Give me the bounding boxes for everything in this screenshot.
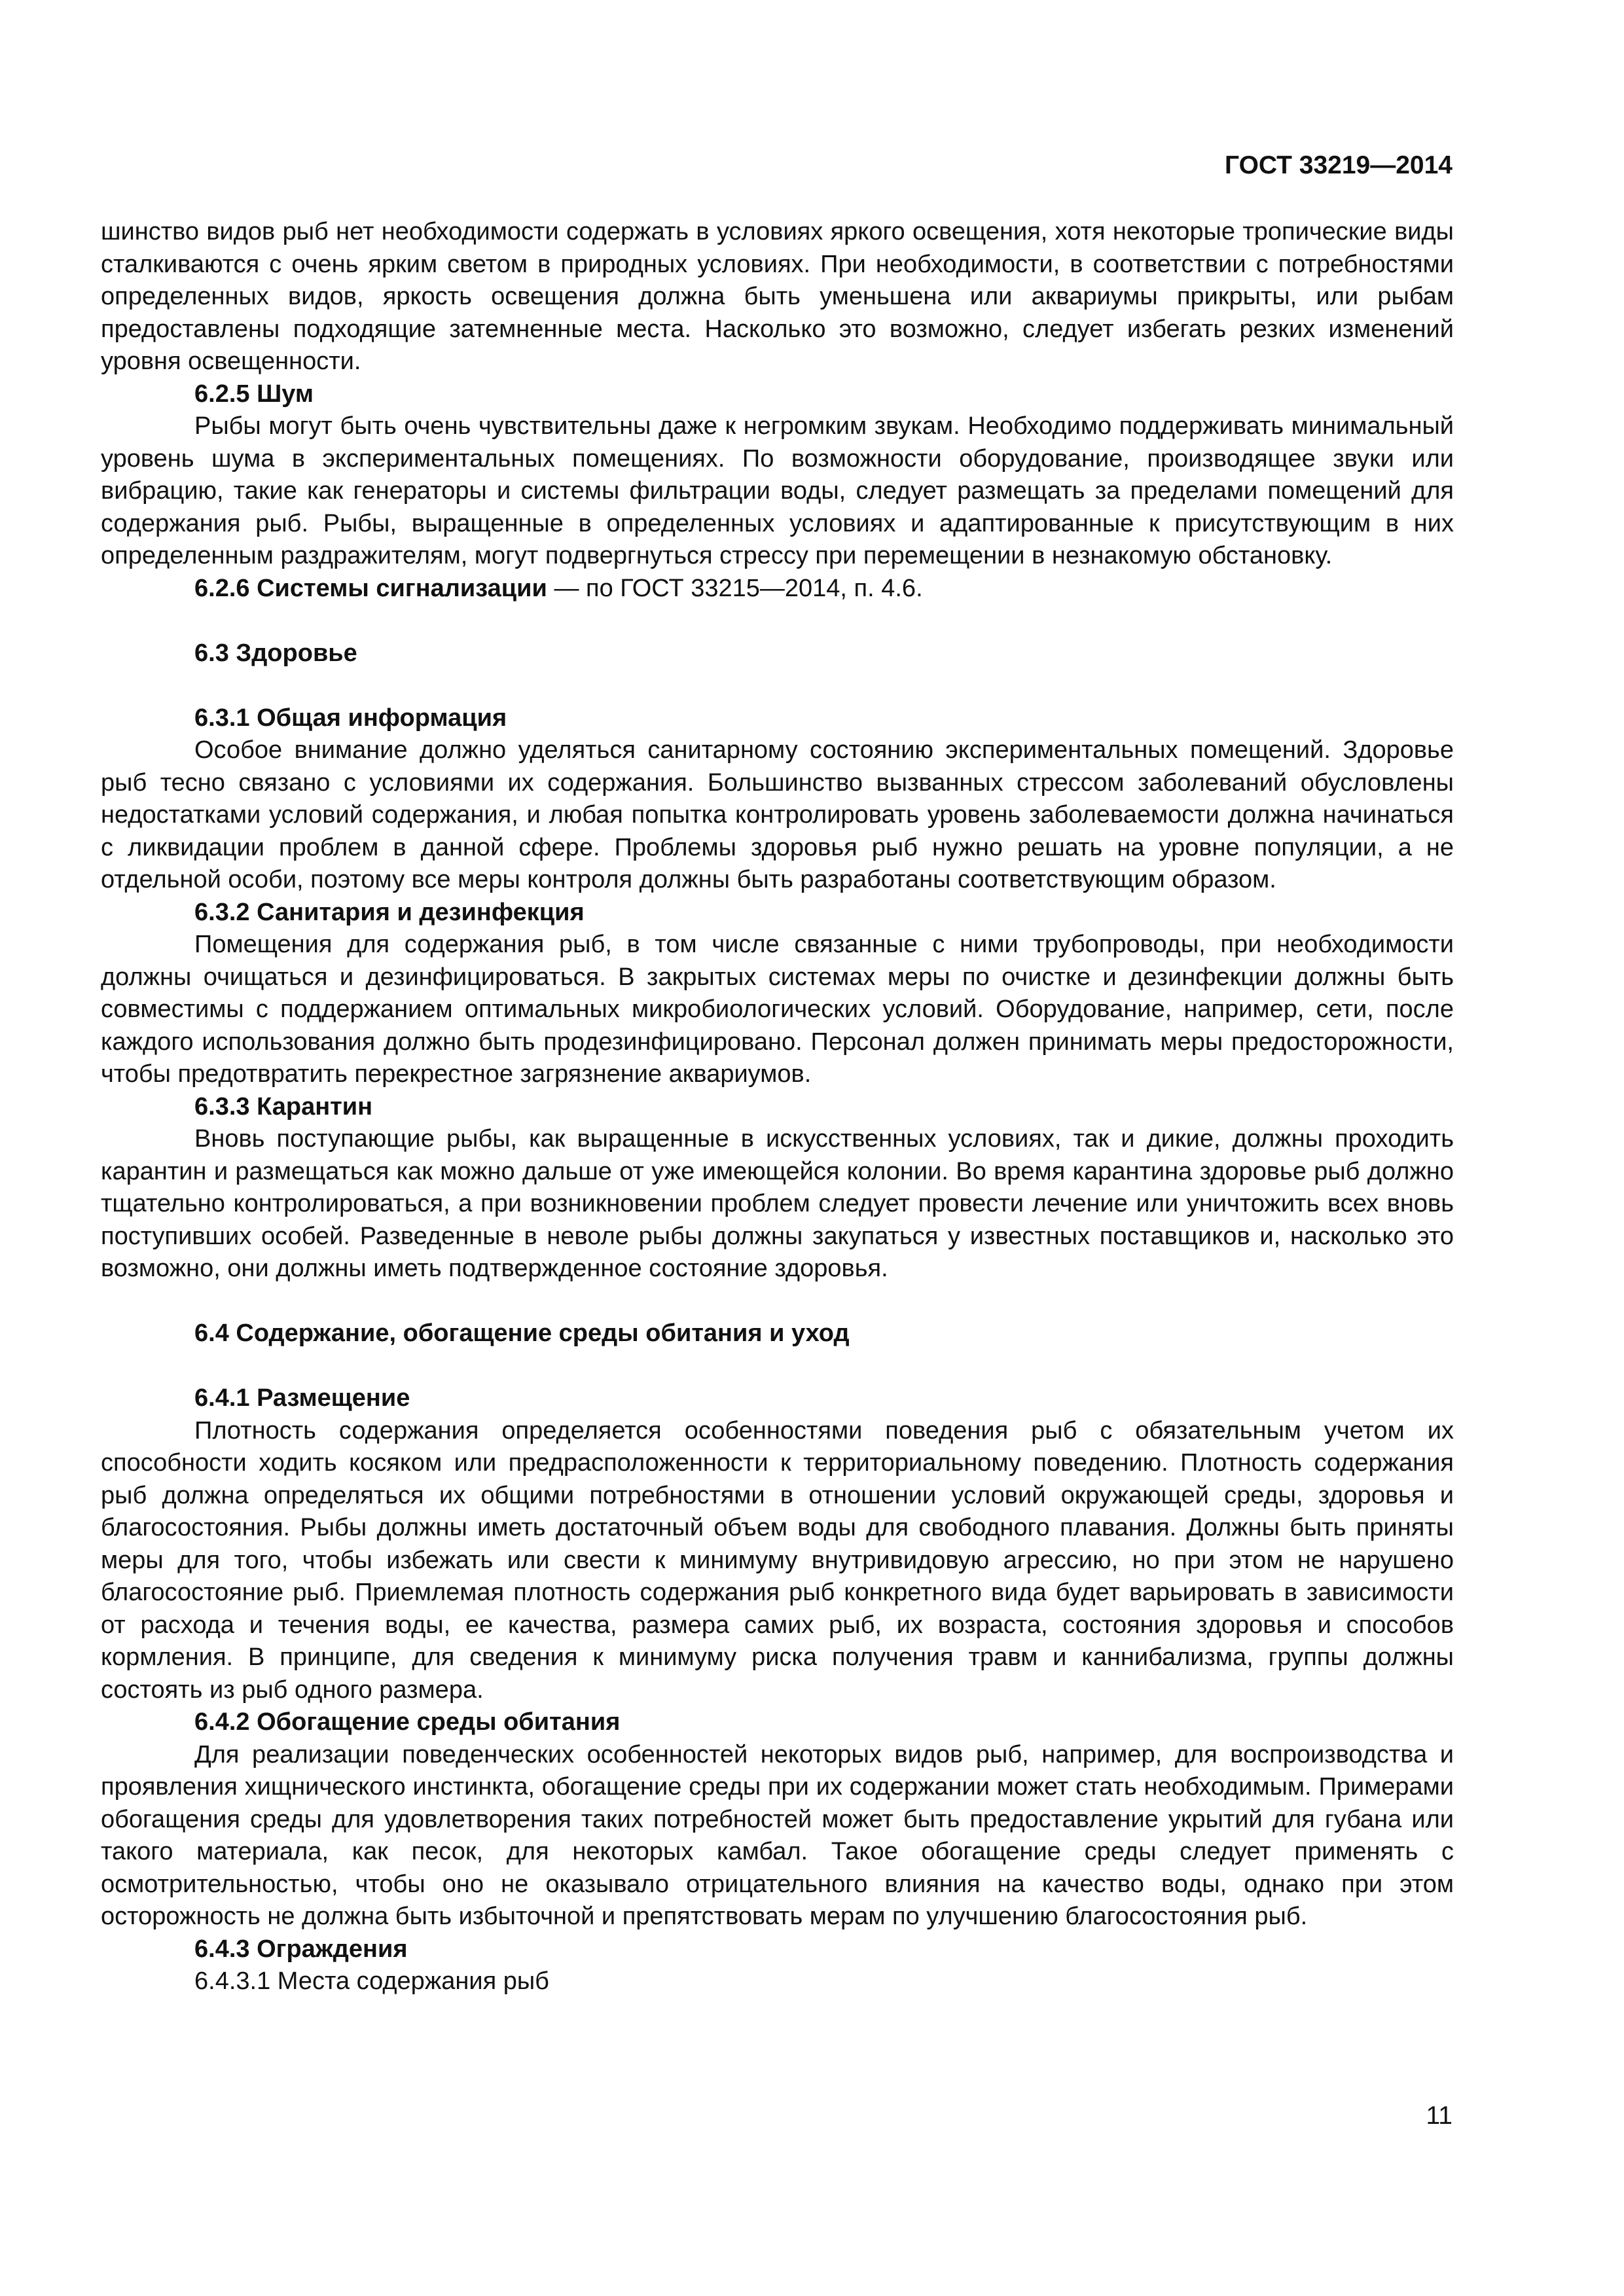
paragraph-housing: Плотность содержания определяется особенностями поведения рыб с обязательным учетом их способности ходить косяком или предрасположенности к территориальному поведению. Плотность содержания рыб должна определяться их общими потребностями в отношении условий окружающей среды, здоровья и благосостояния. Рыбы должны иметь достаточный объем воды для свободного плавания. Должны быть приняты меры для того, чтобы избежать или свести к минимуму внутривидовую агрессию, но при этом не нарушено благосостояние рыб. Приемлемая плотность содержания рыб конкретного вида будет варьировать в зависимости от расхода и течения воды, ее качества, размера самих рыб, их возраста, состояния здоровья и способов кормления. В принципе, для сведения к минимуму риска получения травм и каннибализма, группы должны состоять из рыб одного размера. bbox=[101, 1416, 1454, 1704]
spacer bbox=[101, 670, 1454, 702]
paragraph-alarm-systems bbox=[101, 573, 1454, 605]
section-heading-6-4-3: 6.4.3 Ограждения bbox=[194, 1935, 408, 1963]
spacer bbox=[101, 1350, 1454, 1383]
section-heading-6-2-6: 6.2.6 Системы сигнализации bbox=[194, 574, 547, 602]
section-heading-6-3-1: 6.3.1 Общая информация bbox=[194, 704, 507, 732]
section-heading-6-3-3: 6.3.3 Карантин bbox=[194, 1092, 373, 1121]
paragraph-lighting-continued: шинство видов рыб нет необходимости содержать в условиях яркого освещения, хотя некоторые тропические виды сталкиваются с очень ярким светом в природных условиях. При необходимости, в соответствии с потребностями определенных видов, яркость освещения должна быть уменьшена или аквариумы прикрыты, или рыбам предоставлены подходящие затемненные места. Насколько это возможно, следует избегать резких изменений уровня освещенности. bbox=[101, 218, 1454, 375]
section-heading-6-4-1: 6.4.1 Размещение bbox=[194, 1384, 410, 1412]
paragraph-noise: Рыбы могут быть очень чувствительны даже к негромким звукам. Необходимо поддерживать минимальный уровень шума в экспериментальных помещениях. По возможности оборудование, производящее звуки или вибрацию, такие как генераторы и системы фильтрации воды, следует размещать за пределами помещений для содержания рыб. Рыбы, выращенные в определенных условиях и адаптированные к присутствующим в них определенным раздражителям, могут подвергнуться стрессу при перемещении в незнакомую обстановку. bbox=[101, 412, 1454, 569]
paragraph-general-info: Особое внимание должно уделяться санитарному состоянию экспериментальных помещений. Здоровье рыб тесно связано с условиями их содержания. Большинство вызванных стрессом заболеваний обусловлены недостатками условий содержания, и любая попытка контролировать уровень заболеваемости должна начинаться с ликвидации проблем в данной сфере. Проблемы здоровья рыб нужно решать на уровне популяции, а не отдельной особи, поэтому все меры контроля должны быть разработаны соответствующим образом. bbox=[101, 736, 1454, 893]
document-body bbox=[101, 216, 1454, 1998]
paragraph-fish-holding-places: 6.4.3.1 Места содержания рыб bbox=[194, 1967, 549, 1995]
paragraph-sanitation: Помещения для содержания рыб, в том числе связанные с ними трубопроводы, при необходимости должны очищаться и дезинфицироваться. В закрытых системах меры по очистке и дезинфекции должны быть совместимы с поддержанием оптимальных микробиологических условий. Оборудование, например, сети, после каждого использования должно быть продезинфицировано. Персонал должен принимать меры предосторожности, чтобы предотвратить перекрестное загрязнение аквариумов. bbox=[101, 931, 1454, 1088]
spacer bbox=[101, 1285, 1454, 1318]
document-header: ГОСТ 33219—2014 bbox=[1225, 151, 1453, 179]
paragraph-enrichment: Для реализации поведенческих особенностей некоторых видов рыб, например, для воспроизводства и проявления хищнического инстинкта, обогащение среды при их содержании может стать необходимым. Примерами обогащения среды для удовлетворения таких потребностей может быть предоставление укрытий для губана или такого материала, как песок, для некоторых камбал. Такое обогащение среды следует применять с осмотрительностью, чтобы оно не оказывало отрицательного влияния на качество воды, однако при этом осторожность не должна быть избыточной и препятствовать мерам по улучшению благосостояния рыб. bbox=[101, 1740, 1454, 1930]
section-heading-6-4: 6.4 Содержание, обогащение среды обитания и уход bbox=[194, 1319, 850, 1347]
section-heading-6-3-2: 6.3.2 Санитария и дезинфекция bbox=[194, 898, 585, 926]
alarm-systems-reference: — по ГОСТ 33215—2014, п. 4.6. bbox=[547, 574, 923, 602]
section-heading-6-3: 6.3 Здоровье bbox=[194, 639, 357, 667]
spacer bbox=[101, 605, 1454, 637]
paragraph-quarantine: Вновь поступающие рыбы, как выращенные в искусственных условиях, так и дикие, должны проходить карантин и размещаться как можно дальше от уже имеющейся колонии. Во время карантина здоровье рыб должно тщательно контролироваться, а при возникновении проблем следует провести лечение или уничтожить всех вновь поступивших особей. Разведенные в неволе рыбы должны закупаться у известных поставщиков и, насколько это возможно, они должны иметь подтвержденное состояние здоровья. bbox=[101, 1125, 1454, 1282]
section-heading-6-4-2: 6.4.2 Обогащение среды обитания bbox=[194, 1708, 621, 1736]
section-heading-6-2-5: 6.2.5 Шум bbox=[194, 380, 314, 408]
page-number: 11 bbox=[1426, 2102, 1453, 2130]
